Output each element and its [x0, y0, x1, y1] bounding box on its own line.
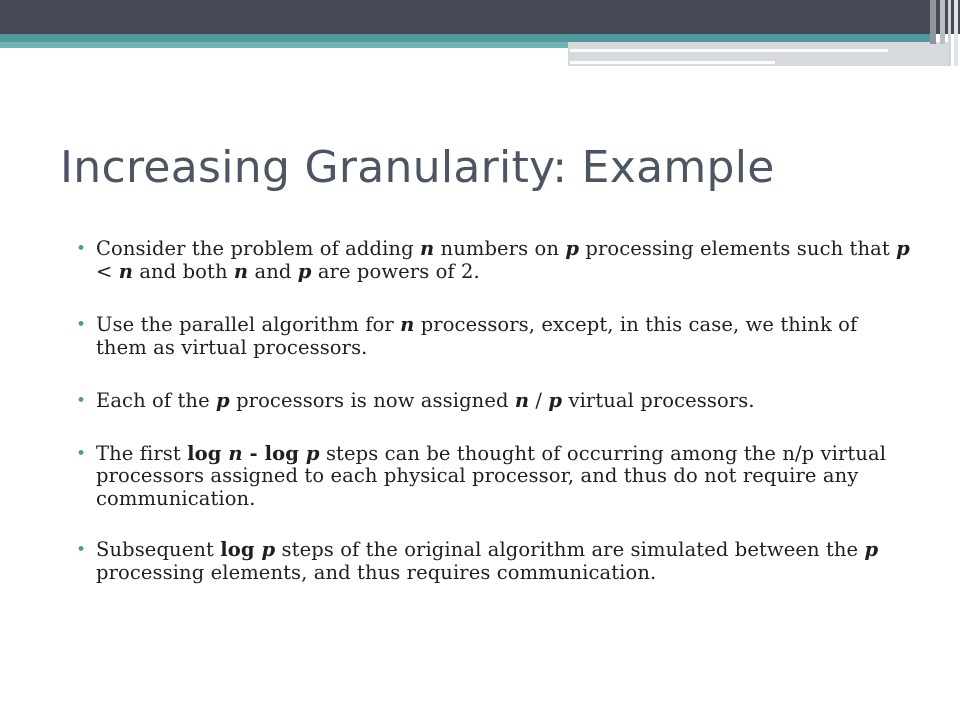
decor-line [570, 61, 775, 64]
minus-sign: - [242, 441, 265, 465]
variable-p: p [216, 389, 230, 412]
bullet-text: Each of the [96, 389, 217, 412]
bullet-text: Subsequent [96, 538, 221, 561]
bullet-text: / [529, 389, 549, 412]
header-band [0, 0, 960, 34]
bullet-item [76, 390, 912, 413]
decor-line [570, 49, 888, 52]
accent-strip [0, 34, 930, 42]
variable-n: n [233, 259, 249, 283]
log-keyword: log [264, 441, 306, 465]
bullet-text: processing elements such that [579, 237, 897, 260]
accent-strip-light [0, 42, 568, 48]
bullet-text: processors, except, in this case, we think of them as virtual processors. [96, 313, 858, 359]
bullet-text: < [96, 259, 119, 283]
variable-p: p [864, 538, 879, 561]
bullet-item [76, 314, 912, 359]
bullet-text: and both [133, 259, 234, 283]
decor-bar [948, 0, 951, 66]
variable-n: n [419, 237, 435, 260]
slide-title: Increasing Granularity: Example [60, 142, 775, 193]
bullet-text: steps can be thought of occurring among the n/p virtual processors assigned to each physical processor, and thus do not require any communication. [96, 441, 887, 510]
bullet-text: and [248, 259, 298, 283]
bullet-text: are powers of 2. [311, 259, 480, 283]
variable-n: n [514, 389, 530, 412]
variable-n: n [228, 441, 243, 465]
log-keyword: log [220, 538, 262, 561]
decor-bar [940, 0, 945, 44]
bullet-text: virtual processors. [562, 389, 755, 412]
variable-p: p [261, 538, 276, 561]
decor-bar [930, 0, 936, 44]
variable-n: n [400, 313, 415, 336]
decor-bar [954, 0, 958, 66]
variable-p: p [548, 389, 563, 412]
variable-n: n [118, 259, 134, 283]
bullet-text: steps of the original algorithm are simulated between the [275, 538, 865, 561]
bullet-item [76, 443, 912, 511]
bullet-text: processors is now assigned [229, 389, 515, 412]
variable-p: p [896, 237, 910, 260]
variable-p: p [305, 441, 320, 465]
variable-p: p [297, 259, 312, 283]
bullet-text: The first [96, 441, 188, 465]
bullet-list [76, 238, 912, 618]
variable-p: p [565, 237, 580, 260]
bullet-text: Use the parallel algorithm for [96, 313, 401, 336]
log-keyword: log [187, 441, 229, 465]
bullet-text: Consider the problem of adding [96, 237, 420, 260]
bullet-item [76, 238, 912, 283]
bullet-item [76, 539, 912, 584]
bullet-text: numbers on [434, 237, 566, 260]
bullet-text: processing elements, and thus requires communication. [96, 560, 657, 584]
